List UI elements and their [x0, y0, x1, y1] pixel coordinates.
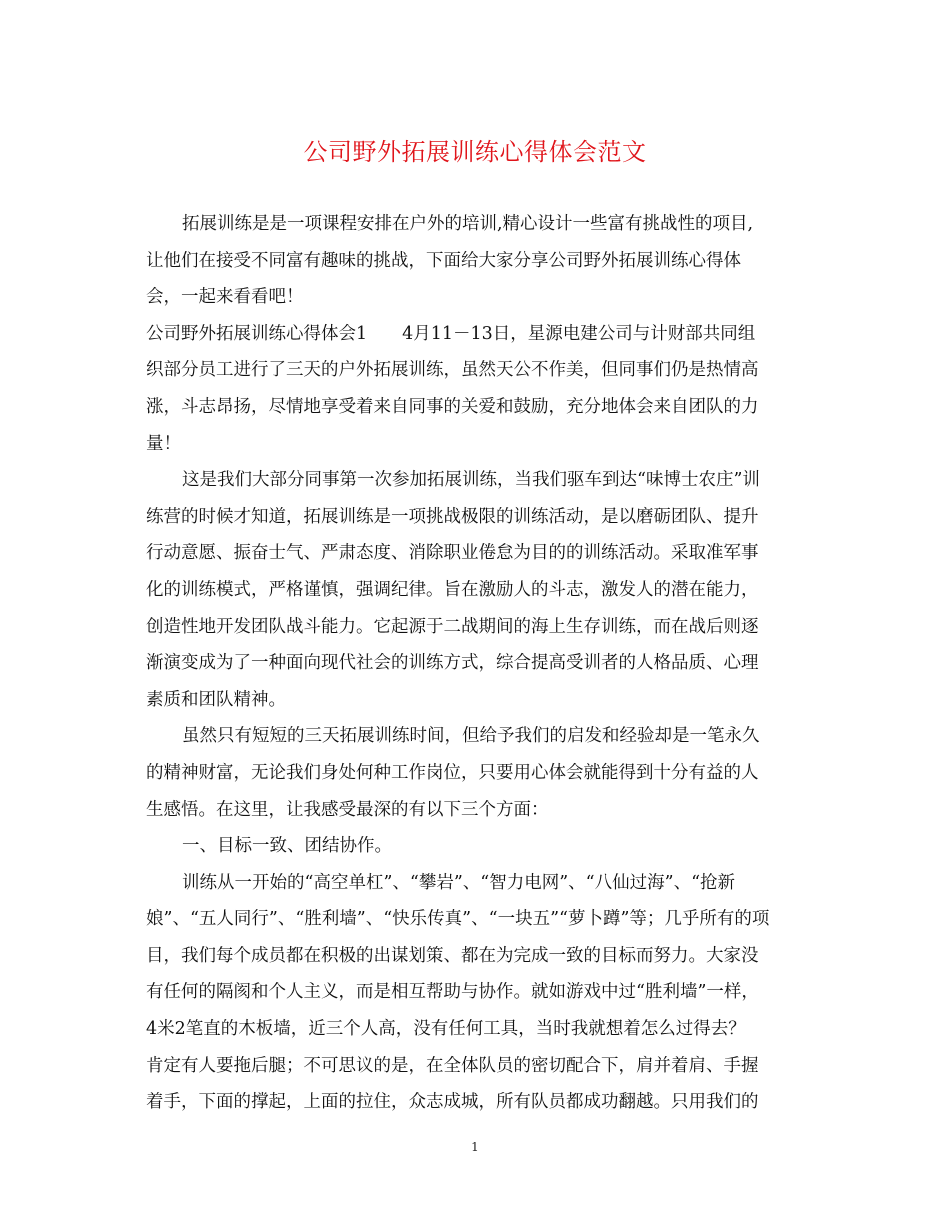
page-number: 1 [471, 1140, 479, 1154]
text-line: 渐演变成为了一种面向现代社会的训练方式，综合提高受训者的人格品质、心理 [146, 653, 759, 674]
text-line: 量！ [146, 433, 181, 454]
text-line: 4米2笔直的木板墙，近三个人高，没有任何工具，当时我就想着怎么过得去？ [146, 1019, 746, 1040]
text-line: 这是我们大部分同事第一次参加拓展训练，当我们驱车到达“味博士农庄”训 [182, 470, 760, 491]
text-line: 目，我们每个成员都在积极的出谋划策、都在为完成一致的目标而努力。大家没 [146, 945, 759, 966]
text-line: 创造性地开发团队战斗能力。它起源于二战期间的海上生存训练，而在战后则逐 [146, 616, 759, 637]
section-heading: 一、目标一致、团结协作。 [182, 836, 392, 857]
text-line: 有任何的隔阂和个人主义，而是相互帮助与协作。就如游戏中过“胜利墙”一样， [146, 982, 759, 1003]
text-line: 虽然只有短短的三天拓展训练时间，但给予我们的启发和经验却是一笔永久 [182, 726, 760, 747]
text-line: 的精神财富，无论我们身处何种工作岗位，只要用心体会就能得到十分有益的人 [146, 762, 759, 783]
text-line: 练营的时候才知道，拓展训练是一项挑战极限的训练活动，是以磨砺团队、提升 [146, 506, 759, 527]
text-line: 娘”、“五人同行”、“胜利墙”、“快乐传真”、“一块五”“萝卜蹲”等；几乎所有的项 [146, 909, 770, 930]
text-line: 训练从一开始的“高空单杠”、“攀岩”、“智力电网”、“八仙过海”、“抢新 [182, 872, 736, 893]
text-line: 行动意愿、振奋士气、严肃态度、消除职业倦怠为目的的训练活动。采取准军事 [146, 543, 759, 564]
text-line: 生感悟。在这里，让我感受最深的有以下三个方面： [146, 799, 549, 820]
text-line: 会，一起来看看吧！ [146, 287, 304, 308]
text-line: 织部分员工进行了三天的户外拓展训练，虽然天公不作美，但同事们仍是热情高 [146, 360, 759, 381]
text-line: 肯定有人要拖后腿；不可思议的是，在全体队员的密切配合下，肩并着肩、手握 [146, 1055, 759, 1076]
document-title: 公司野外拓展训练心得体会范文 [303, 138, 647, 166]
text-line: 素质和团队精神。 [146, 689, 286, 710]
text-line: 让他们在接受不同富有趣味的挑战，下面给大家分享公司野外拓展训练心得体 [146, 250, 741, 271]
text-line: 涨，斗志昂扬，尽情地享受着来自同事的关爱和鼓励，充分地体会来自团队的力 [146, 396, 759, 417]
document-body [146, 206, 806, 1121]
text-line: 公司野外拓展训练心得体会1 4月11－13日，星源电建公司与计财部共同组 [146, 323, 756, 344]
text-line: 拓展训练是是一项课程安排在户外的培训,精心设计一些富有挑战性的项目, [182, 214, 754, 234]
text-line: 化的训练模式，严格谨慎，强调纪律。旨在激励人的斗志，激发人的潜在能力， [146, 579, 759, 600]
text-line: 着手，下面的撑起，上面的拉住，众志成城，所有队员都成功翻越。只用我们的 [146, 1092, 759, 1113]
